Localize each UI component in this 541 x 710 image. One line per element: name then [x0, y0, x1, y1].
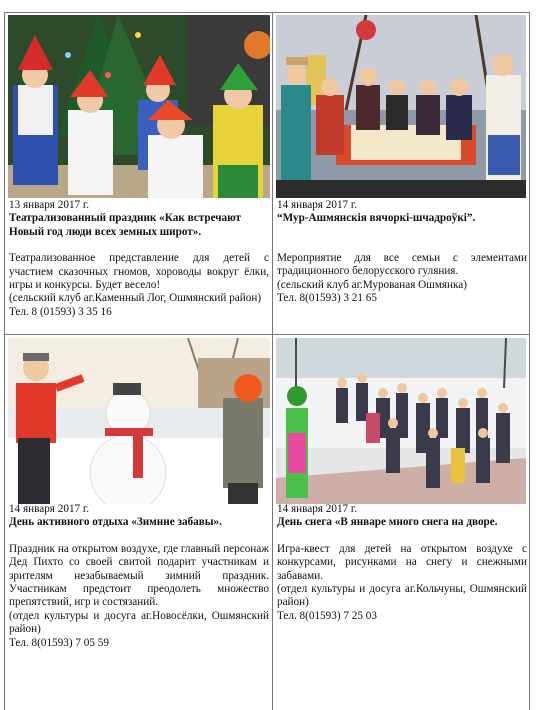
event-text-2: [277, 199, 527, 305]
event-place: (отдел культуры и досуга аг.Новосёлки, Ошмянский район): [9, 609, 269, 636]
event-title: День активного отдыха «Зимние забавы».: [9, 516, 222, 529]
event-date: 13 января 2017 г.: [9, 199, 90, 211]
event-cell-4: [273, 335, 530, 710]
event-cell-3: [5, 335, 272, 710]
event-place: (сельский клуб аг.Мурованая Ошмянка): [277, 278, 467, 291]
event-title: “Мур-Ашмянскія вячоркі-шчадроўкі”.: [277, 212, 476, 225]
event-phone: Тел. 8 (01593) 3 35 16: [9, 305, 112, 318]
snowman-photo: [8, 338, 270, 504]
event-date: 14 января 2017 г.: [277, 503, 358, 515]
snow-day-crowd-photo: [276, 338, 526, 504]
event-description: Праздник на открытом воздухе, где главный персонаж Дед Пихто со своей свитой подарит участникам и зрителям незабываемый зимний праздник. Участникам предстоит преодолеть множество препятствий, игр и состязаний.: [9, 542, 269, 609]
event-description: Мероприятие для все семьи с элементами традиционного белорусского гуляния.: [277, 251, 527, 278]
event-description: Театрализованное представление для детей с участием сказочных гномов, хороводы вокруг ёлки, игры и конкурсы. Будет весело!: [9, 252, 269, 292]
event-date: 14 января 2017 г.: [277, 199, 358, 211]
event-title: День снега «В январе много снега на дворе.: [277, 516, 498, 529]
event-phone: Тел. 8(01593) 7 05 59: [9, 636, 109, 649]
event-phone: Тел. 8(01593) 7 25 03: [277, 609, 377, 622]
events-table: [4, 12, 530, 710]
event-title: Театрализованный праздник «Как встречают Новый год люди всех земных широт».: [9, 212, 242, 238]
event-date: 14 января 2017 г.: [9, 503, 90, 515]
event-text-1: [9, 199, 269, 319]
event-cell-1: [5, 12, 272, 334]
event-place: (отдел культуры и досуга аг.Кольчуны, Ошмянский район): [277, 583, 527, 609]
event-place: (сельский клуб аг.Каменный Лог, Ошмянский район): [9, 292, 262, 305]
children-gnomes-photo: [8, 15, 270, 198]
event-phone: Тел. 8(01593) 3 21 65: [277, 292, 377, 305]
event-cell-2: [273, 12, 530, 334]
folk-theatre-photo: [276, 15, 526, 198]
event-text-3: [9, 503, 269, 650]
event-text-4: [277, 503, 527, 623]
event-description: Игра-квест для детей на открытом воздухе с конкурсами, рисунками на снегу и снежными забавами.: [277, 542, 527, 582]
